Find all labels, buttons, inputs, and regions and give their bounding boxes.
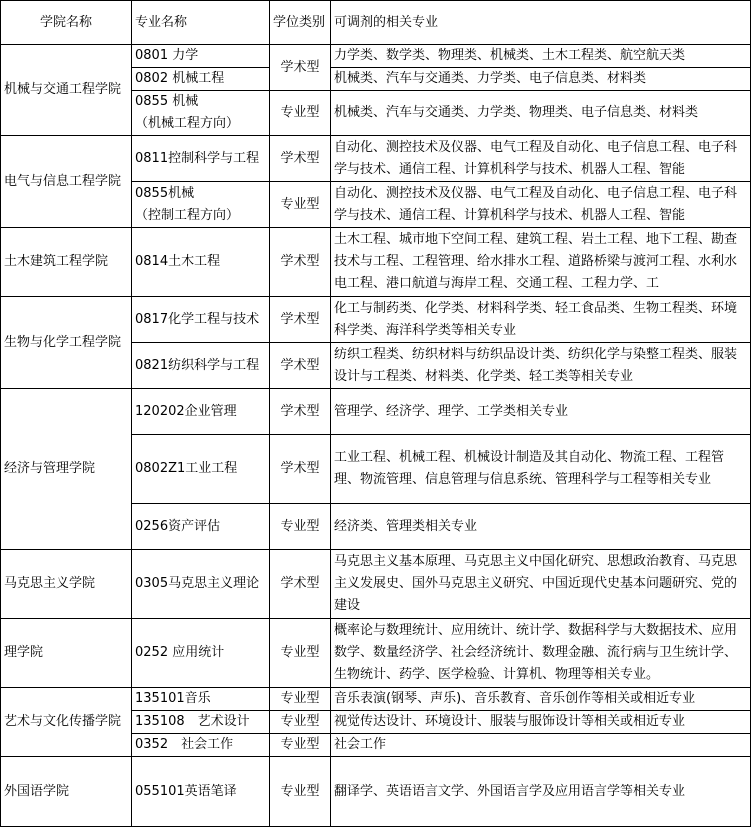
related-cell: 经济类、管理类相关专业 [331,504,751,550]
related-cell: 力学类、数学类、物理类、机械类、土木工程类、航空航天类 [331,45,751,68]
related-cell: 纺织工程类、纺织材料与纺织品设计类、纺织化学与染整工程类、服装设计与工程类、材料类、化学类、轻工类等相关专业 [331,343,751,389]
major-cell: 0256资产评估 [132,504,270,550]
related-cell: 管理学、经济学、理学、工学类相关专业 [331,389,751,435]
header-college: 学院名称 [1,1,132,45]
header-related: 可调剂的相关专业 [331,1,751,45]
degree-cell: 专业型 [270,91,331,136]
related-cell: 马克思主义基本原理、马克思主义中国化研究、思想政治教育、马克思主义发展史、国外马克思主义研究、中国近现代史基本问题研究、党的建设 [331,550,751,619]
degree-cell: 专业型 [270,504,331,550]
major-cell: 0305马克思主义理论 [132,550,270,619]
degree-cell: 学术型 [270,435,331,504]
table-row [1,619,751,688]
major-cell: 135108 艺术设计 [132,711,270,734]
major-cell: 0801 力学 [132,45,270,68]
college-cell: 土木建筑工程学院 [1,228,132,297]
degree-cell: 专业型 [270,182,331,228]
degree-cell: 学术型 [270,136,331,182]
related-cell: 自动化、测控技术及仪器、电气工程及自动化、电子信息工程、电子科学与技术、通信工程、计算机科学与技术、机器人工程、智能 [331,136,751,182]
major-cell [132,182,270,228]
major-cell: 0817化学工程与技术 [132,297,270,343]
major-cell: 055101英语笔译 [132,757,270,827]
related-cell: 机械类、汽车与交通类、力学类、物理类、电子信息类、材料类 [331,91,751,136]
degree-cell: 学术型 [270,550,331,619]
major-cell: 0802Z1工业工程 [132,435,270,504]
degree-cell: 专业型 [270,711,331,734]
related-cell: 化工与制药类、化学类、材料科学类、轻工食品类、生物工程类、环境科学类、海洋科学类等相关专业 [331,297,751,343]
table-row [1,757,751,827]
table-row [1,228,751,297]
major-direction: （控制工程方向） [135,207,240,223]
major-cell: 135101音乐 [132,688,270,711]
table-row [1,688,751,711]
major-cell: 0821纺织科学与工程 [132,343,270,389]
major-cell: 0802 机械工程 [132,68,270,91]
degree-cell: 学术型 [270,45,331,91]
related-cell: 社会工作 [331,734,751,757]
related-cell: 视觉传达设计、环境设计、服装与服饰设计等相关或相近专业 [331,711,751,734]
degree-cell: 学术型 [270,297,331,343]
college-cell: 电气与信息工程学院 [1,136,132,228]
related-cell: 音乐表演(钢琴、声乐)、音乐教育、音乐创作等相关或相近专业 [331,688,751,711]
related-cell: 概率论与数理统计、应用统计、统计学、数据科学与大数据技术、应用数学、数量经济学、社会经济统计、数理金融、流行病与卫生统计学、生物统计、药学、医学检验、计算机、物理等相关专业。 [331,619,751,688]
table-row [1,45,751,68]
college-cell: 艺术与文化传播学院 [1,688,132,757]
major-cell: 120202企业管理 [132,389,270,435]
degree-cell: 学术型 [270,343,331,389]
major-cell [132,91,270,136]
related-cell: 翻译学、英语语言文学、外国语言学及应用语言学等相关专业 [331,757,751,827]
degree-cell: 学术型 [270,389,331,435]
header-major: 专业名称 [132,1,270,45]
table-row [1,550,751,619]
table-row [1,136,751,182]
major-cell: 0814土木工程 [132,228,270,297]
table-row [1,297,751,343]
major-cell: 0252 应用统计 [132,619,270,688]
related-cell: 土木工程、城市地下空间工程、建筑工程、岩土工程、地下工程、勘查技术与工程、工程管理、给水排水工程、道路桥梁与渡河工程、水利水电工程、港口航道与海岸工程、交通工程、工程力学、工 [331,228,751,297]
table-row [1,389,751,435]
college-cell: 马克思主义学院 [1,550,132,619]
college-cell: 外国语学院 [1,757,132,827]
college-cell: 理学院 [1,619,132,688]
degree-cell: 专业型 [270,688,331,711]
related-cell: 自动化、测控技术及仪器、电气工程及自动化、电子信息工程、电子科学与技术、通信工程、计算机科学与技术、机器人工程、智能 [331,182,751,228]
related-cell: 机械类、汽车与交通类、力学类、电子信息类、材料类 [331,68,751,91]
header-row [1,1,751,45]
related-cell: 工业工程、机械工程、机械设计制造及其自动化、物流工程、工程管理、物流管理、信息管理与信息系统、管理科学与工程等相关专业 [331,435,751,504]
college-cell: 机械与交通工程学院 [1,45,132,136]
header-degree-type: 学位类别 [270,1,331,45]
major-cell: 0811控制科学与工程 [132,136,270,182]
college-cell: 生物与化学工程学院 [1,297,132,389]
major-name: 0855 机械 [135,94,199,109]
major-name: 0855机械 [135,185,195,201]
degree-cell: 专业型 [270,619,331,688]
major-direction: （机械工程方向） [135,116,240,131]
degree-cell: 专业型 [270,757,331,827]
college-cell: 经济与管理学院 [1,389,132,550]
degree-cell: 专业型 [270,734,331,757]
degree-cell: 学术型 [270,228,331,297]
major-cell: 0352 社会工作 [132,734,270,757]
